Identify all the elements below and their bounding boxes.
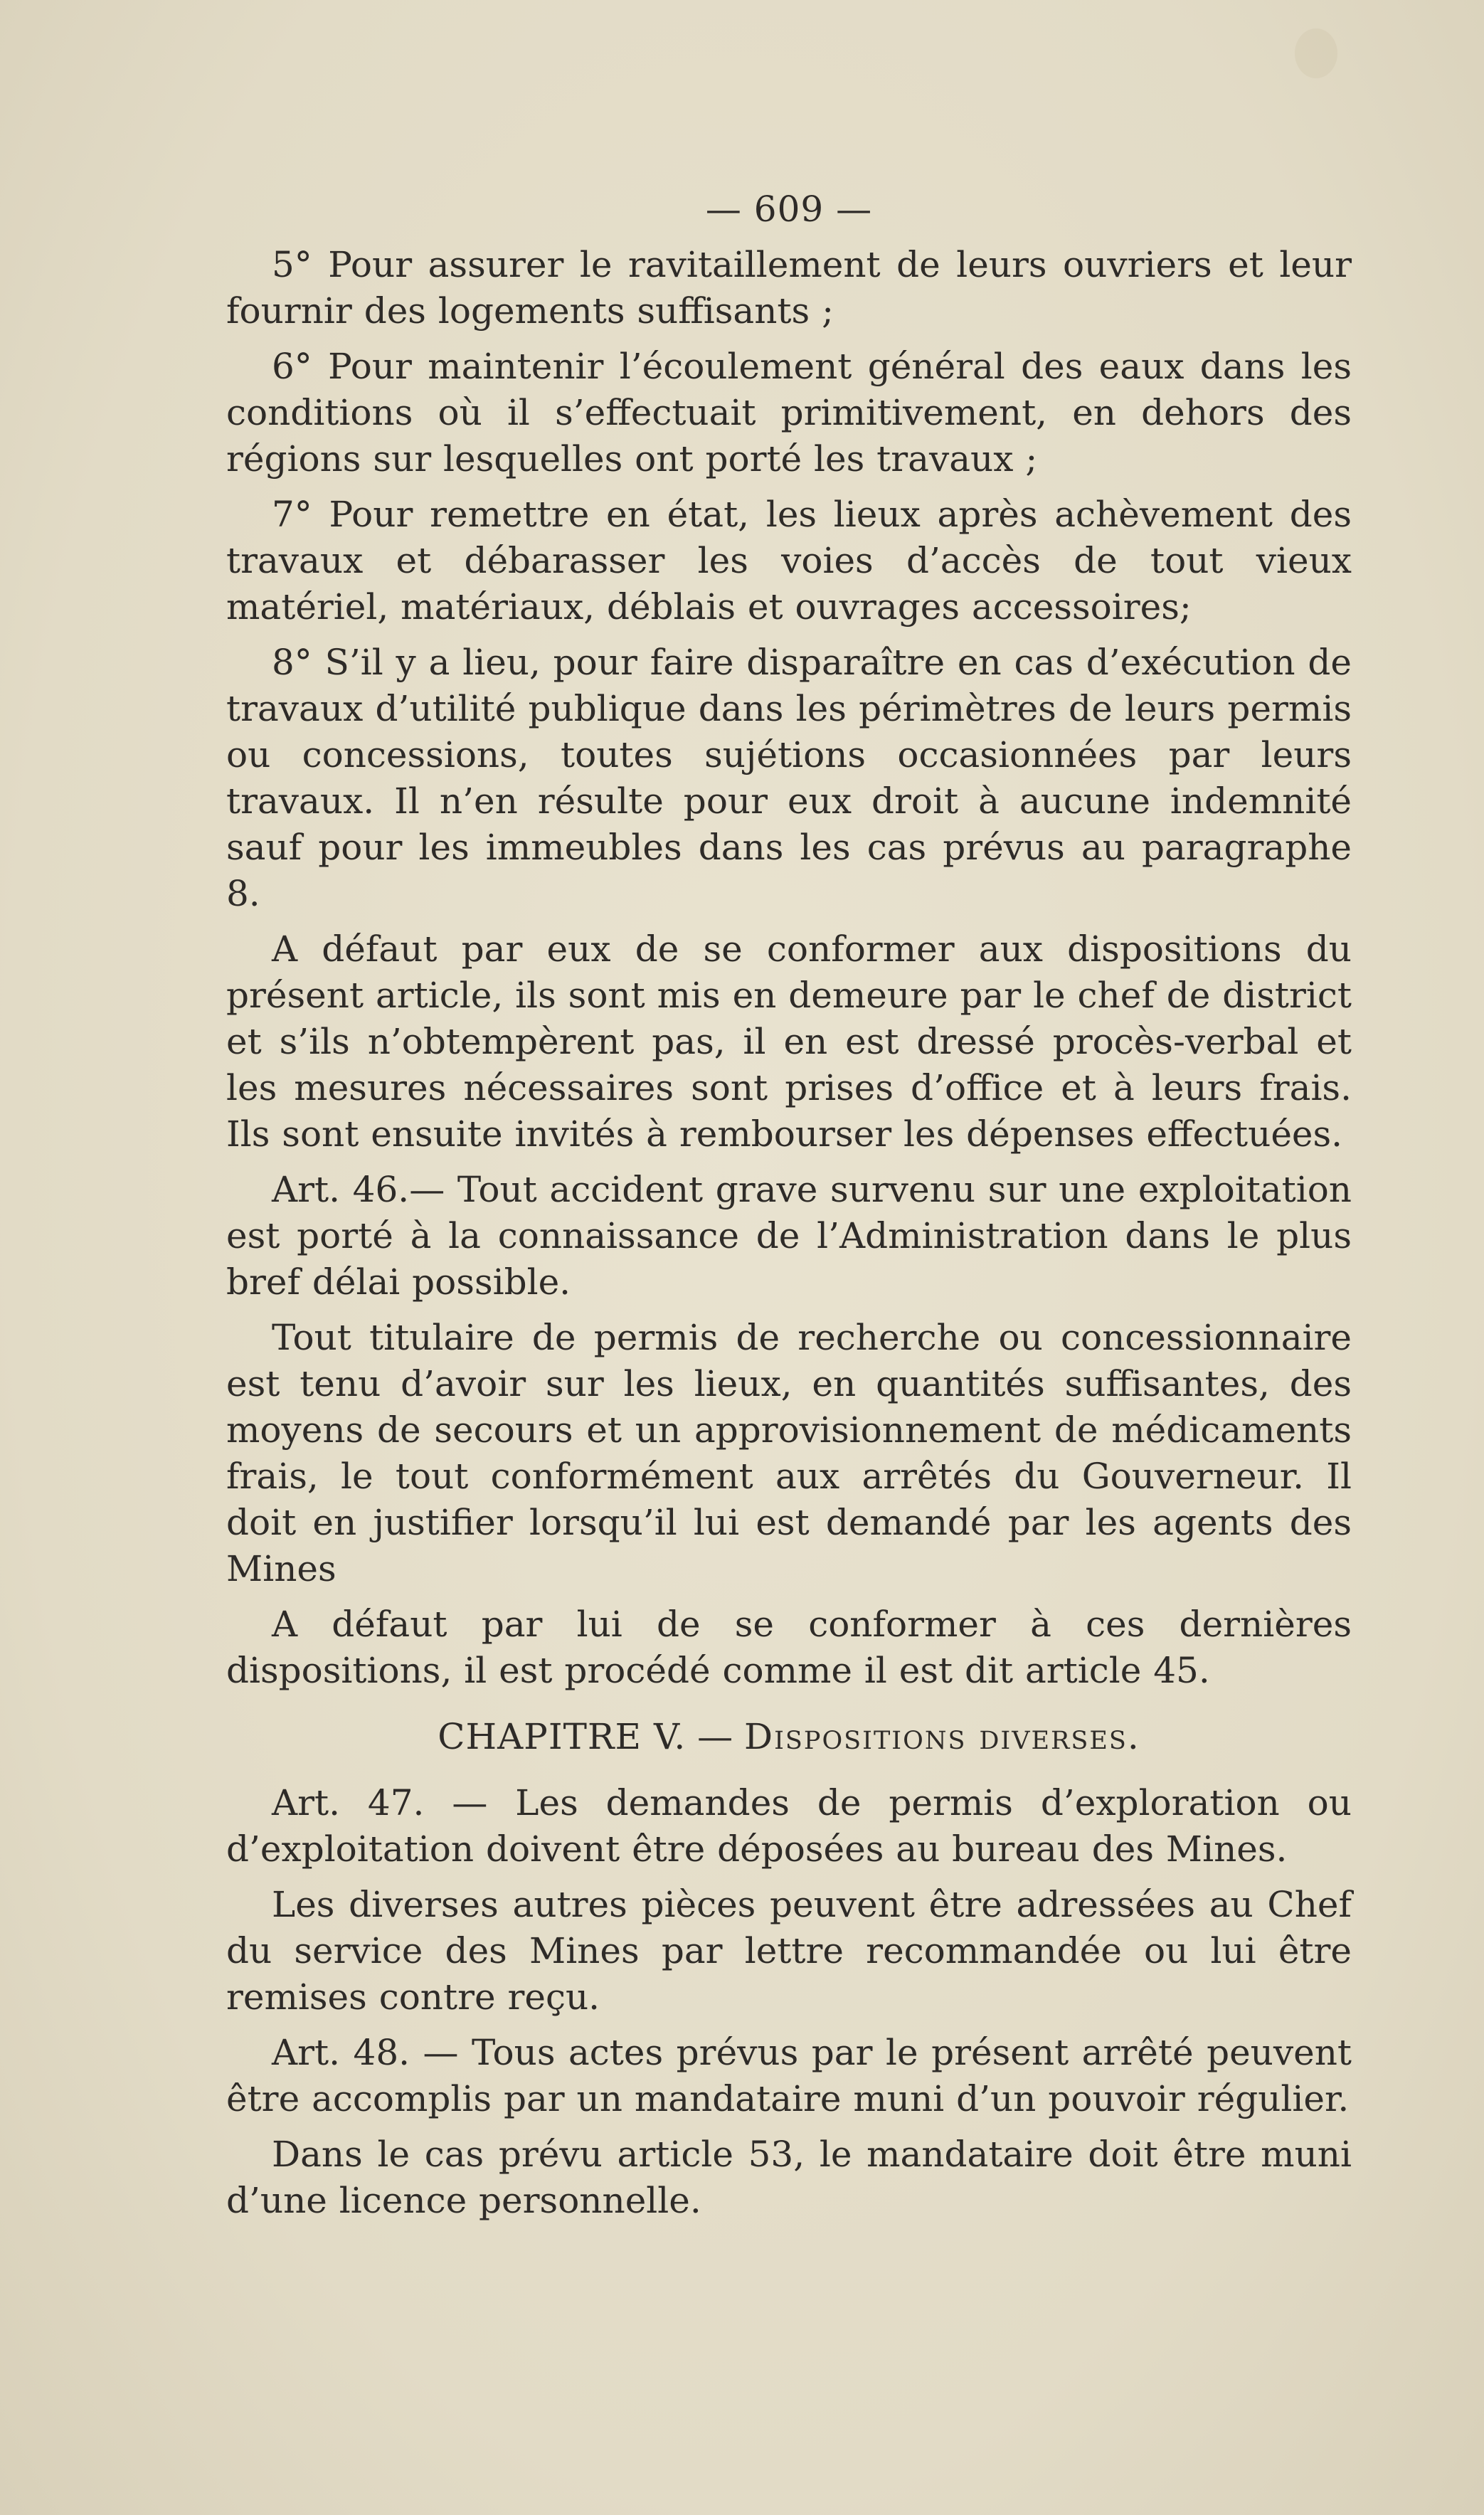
page-number: — 609 — <box>705 189 873 230</box>
chapter-subtitle: Dispositions diverses. <box>744 1716 1140 1757</box>
paper-stain <box>1295 28 1337 78</box>
paragraph-item-6: 6° Pour maintenir l’écoulement général des eaux dans les conditions où il s’effectuait primitivement, en dehors des régions sur lesquelles ont porté les travaux ; <box>226 346 1352 480</box>
paragraph-article-48: Art. 48. — Tous actes prévus par le présent arrêté peuvent être accomplis par un mandataire muni d’un pouvoir régulier. <box>226 2032 1352 2119</box>
paragraph-other-documents: Les diverses autres pièces peuvent être adressées au Chef du service des Mines par lettre recommandée ou lui être remises contre reçu. <box>226 1884 1352 2018</box>
chapter-dash: — <box>686 1716 745 1757</box>
paragraph-item-5: 5° Pour assurer le ravitaillement de leurs ouvriers et leur fournir des logements suffisants ; <box>226 244 1352 332</box>
paragraph-licence: Dans le cas prévu article 53, le mandataire doit être muni d’une licence personnelle. <box>226 2134 1352 2221</box>
paragraph-default-clause: A défaut par eux de se conformer aux dispositions du présent article, ils sont mis en demeure par le chef de district et s’ils n’obtempèrent pas, il en est dressé procès-verbal et les mesures nécessaires sont prises d’office et à leurs frais. Ils sont ensuite invités à rembourser les dépenses effectuées. <box>226 928 1352 1155</box>
paragraph-default-procedure: A défaut par lui de se conformer à ces dernières dispositions, il est procédé comme il est dit article 45. <box>226 1604 1352 1691</box>
paragraph-article-47: Art. 47. — Les demandes de permis d’exploration ou d’exploitation doivent être déposées au bureau des Mines. <box>226 1782 1352 1870</box>
paragraph-item-8: 8° S’il y a lieu, pour faire disparaître en cas d’exécution de travaux d’utilité publique dans les périmètres de leurs permis ou concessions, toutes sujétions occasionnées par leurs travaux. Il n’en résulte pour eux droit à aucune indemnité sauf pour les immeubles dans les cas prévus au paragraphe 8. <box>226 642 1352 914</box>
chapter-heading <box>226 1714 1352 1760</box>
text-column <box>226 186 1352 2233</box>
paragraph-article-46: Art. 46.— Tout accident grave survenu sur une exploitation est porté à la connaissance de l’Administration dans le plus bref délai possible. <box>226 1169 1352 1303</box>
paragraph-relief-supplies: Tout titulaire de permis de recherche ou concessionnaire est tenu d’avoir sur les lieux, en quantités suffisantes, des moyens de secours et un approvisionnement de médicaments frais, le tout conformément aux arrêtés du Gouverneur. Il doit en justifier lorsqu’il lui est demandé par les agents des Mines <box>226 1317 1352 1589</box>
paragraph-item-7: 7° Pour remettre en état, les lieux après achèvement des travaux et débarasser les voies d’accès de tout vieux matériel, matériaux, déblais et ouvrages accessoires; <box>226 494 1352 628</box>
chapter-title: CHAPITRE V. <box>438 1716 687 1757</box>
